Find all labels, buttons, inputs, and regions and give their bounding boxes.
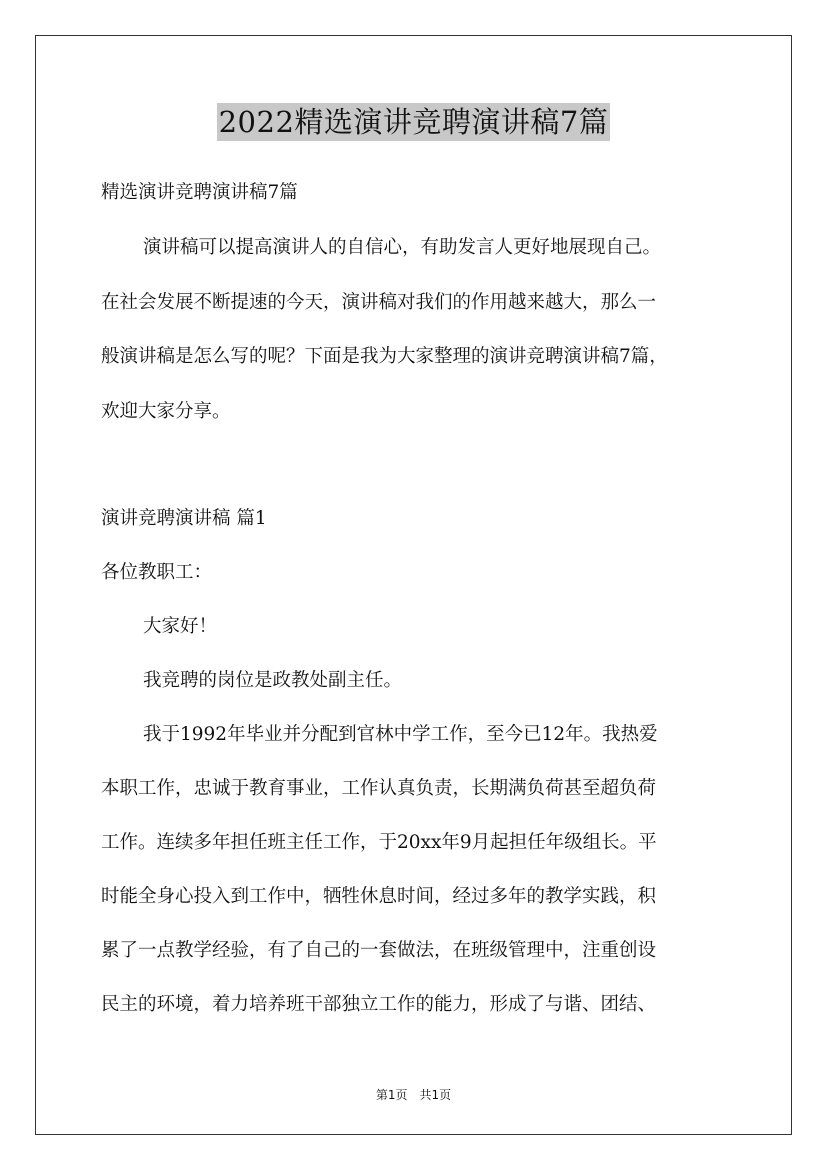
salutation: 各位教职工： — [101, 562, 213, 583]
body-line-2: 本职工作，忠诚于教育事业，工作认真负责，长期满负荷甚至超负荷 — [101, 778, 657, 799]
body-line-3: 工作。连续多年担任班主任工作，于20xx年9月起担任年级组长。平 — [101, 832, 657, 853]
intro-line-1: 演讲稿可以提高演讲人的自信心，有助发言人更好地展现自己。 — [143, 237, 662, 258]
body-line-4: 时能全身心投入到工作中，牺牲休息时间，经过多年的教学实践，积 — [101, 886, 657, 907]
section-heading: 演讲竞聘演讲稿 篇1 — [101, 508, 267, 529]
body-line-5: 累了一点教学经验，有了自己的一套做法，在班级管理中，注重创设 — [101, 940, 657, 961]
page-number: 第1页 共1页 — [375, 1088, 452, 1102]
intro-line-3: 般演讲稿是怎么写的呢？下面是我为大家整理的演讲竞聘演讲稿7篇， — [101, 346, 668, 367]
intro-line-4: 欢迎大家分享。 — [101, 401, 231, 422]
body-line-1: 我于1992年毕业并分配到官林中学工作，至今已12年。我热爱 — [143, 724, 658, 745]
document-title: 2022精选演讲竞聘演讲稿7篇 — [218, 105, 609, 139]
intro-line-2: 在社会发展不断提速的今天，演讲稿对我们的作用越来越大，那么一 — [101, 292, 657, 313]
body-line-6: 民主的环境，着力培养班干部独立工作的能力，形成了与谐、团结、 — [101, 994, 657, 1015]
document-subtitle: 精选演讲竞聘演讲稿7篇 — [101, 182, 298, 203]
position-line: 我竞聘的岗位是政教处副主任。 — [143, 670, 403, 691]
greeting: 大家好！ — [143, 616, 218, 637]
title-container — [0, 103, 827, 141]
